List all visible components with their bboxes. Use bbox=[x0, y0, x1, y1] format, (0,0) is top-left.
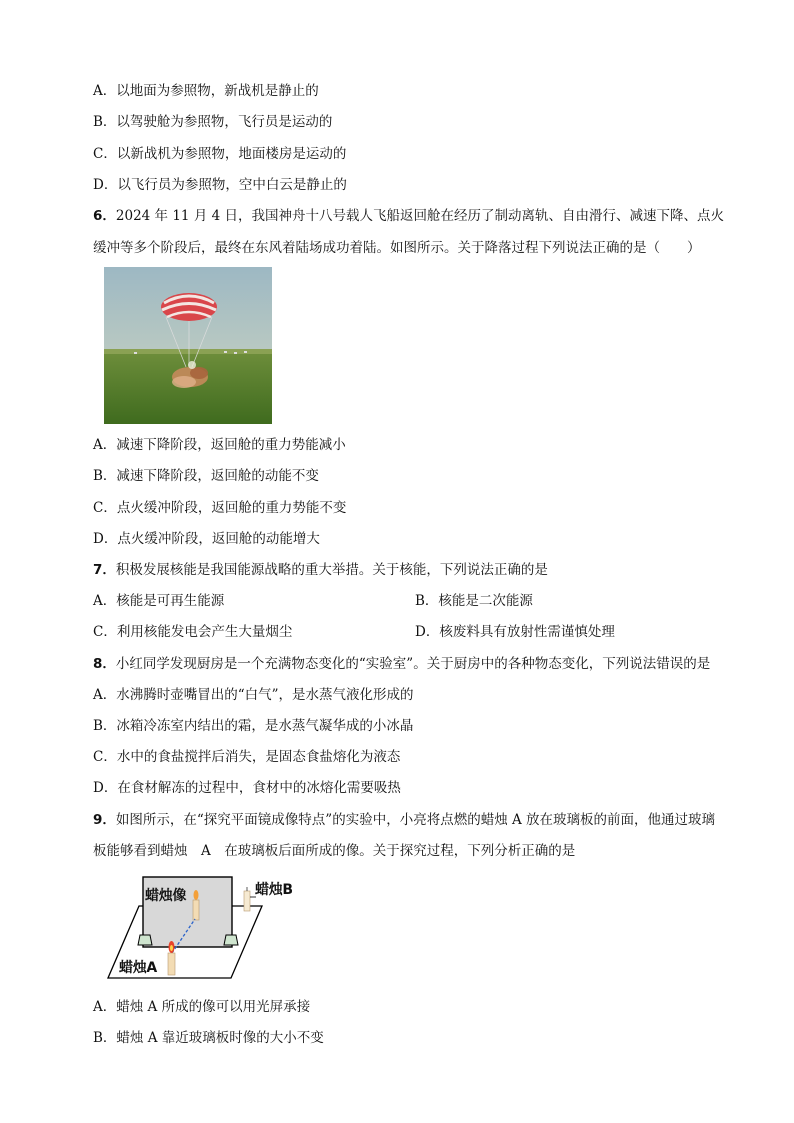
q7-text: 积极发展核能是我国能源战略的重大举措。关于核能，下列说法正确的是 bbox=[115, 562, 548, 578]
q8-stem bbox=[93, 655, 710, 673]
q7-number: 7． bbox=[93, 562, 116, 578]
q6-stem-line2: 缓冲等多个阶段后，最终在东风着陆场成功着陆。如图所示。关于降落过程下列说法正确的是（ ） bbox=[93, 240, 701, 256]
q9-stem-line2: 板能够看到蜡烛 A 在玻璃板后面所成的像。关于探究过程，下列分析正确的是 bbox=[93, 843, 576, 859]
q9-option-a: A．蜡烛 A 所成的像可以用光屏承接 bbox=[93, 999, 311, 1015]
q6-number: 6． bbox=[93, 208, 116, 224]
q8-option-c: C．水中的食盐搅拌后消失，是固态食盐熔化为液态 bbox=[93, 749, 401, 765]
q8-option-d: D．在食材解冻的过程中，食材中的冰熔化需要吸热 bbox=[93, 780, 401, 796]
q7-option-d: D．核废料具有放射性需谨慎处理 bbox=[415, 624, 615, 640]
q8-text: 小红同学发现厨房是一个充满物态变化的“实验室”。关于厨房中的各种物态变化，下列说法错误的是 bbox=[115, 656, 711, 672]
q5-option-a: A．以地面为参照物，新战机是静止的 bbox=[93, 83, 319, 99]
q5-option-c: C．以新战机为参照物，地面楼房是运动的 bbox=[93, 146, 347, 162]
q8-option-b: B．冰箱冷冻室内结出的霜，是水蒸气凝华成的小冰晶 bbox=[93, 718, 414, 734]
q9-text-1: 如图所示，在“探究平面镜成像特点”的实验中，小亮将点燃的蜡烛 A 放在玻璃板的前面，他通过玻璃 bbox=[115, 812, 716, 828]
q6-text-1: 2024 年 11 月 4 日，我国神舟十八号载人飞船返回舱在经历了制动离轨、自由滑行、减速下降、点火 bbox=[115, 208, 724, 224]
q9-stem-line1 bbox=[93, 811, 715, 829]
q8-option-a: A．水沸腾时壶嘴冒出的“白气”，是水蒸气液化形成的 bbox=[93, 687, 414, 703]
q7-stem bbox=[93, 561, 548, 579]
plane-mirror-diagram bbox=[104, 873, 304, 983]
q7-option-c: C．利用核能发电会产生大量烟尘 bbox=[93, 624, 293, 640]
label-candle-a: 蜡烛A bbox=[119, 960, 157, 976]
q9-number: 9． bbox=[93, 812, 116, 828]
q8-number: 8． bbox=[93, 656, 116, 672]
capsule-landing-photo bbox=[104, 267, 272, 424]
q6-option-c: C．点火缓冲阶段，返回舱的重力势能不变 bbox=[93, 500, 347, 516]
q5-option-d: D．以飞行员为参照物，空中白云是静止的 bbox=[93, 177, 347, 193]
label-candle-image: 蜡烛像 bbox=[145, 888, 187, 904]
q5-option-b: B．以驾驶舱为参照物，飞行员是运动的 bbox=[93, 114, 333, 130]
q7-option-a: A．核能是可再生能源 bbox=[93, 593, 225, 609]
q6-option-d: D．点火缓冲阶段，返回舱的动能增大 bbox=[93, 531, 320, 547]
q6-option-a: A．减速下降阶段，返回舱的重力势能减小 bbox=[93, 437, 346, 453]
label-candle-b: 蜡烛B bbox=[255, 882, 293, 898]
q7-option-b: B．核能是二次能源 bbox=[415, 593, 533, 609]
q6-stem-line1 bbox=[93, 207, 724, 225]
q6-option-b: B．减速下降阶段，返回舱的动能不变 bbox=[93, 468, 319, 484]
q9-option-b: B．蜡烛 A 靠近玻璃板时像的大小不变 bbox=[93, 1030, 324, 1046]
